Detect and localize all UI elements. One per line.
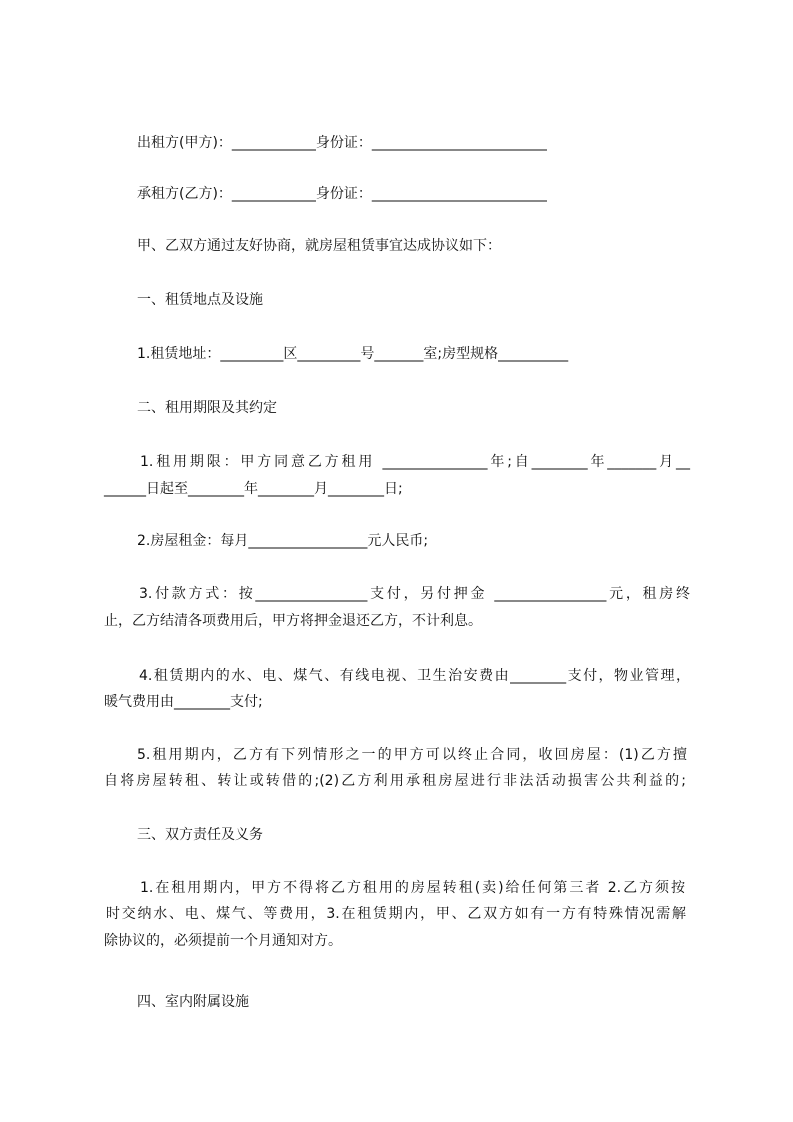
s2-item3-line1: 3.付款方式：按________________支付，另付押金 ________________元，租房终 — [139, 586, 690, 602]
s2-item4-line1: 4.租赁期内的水、电、煤气、有线电视、卫生治安费由________支付，物业管理， — [139, 668, 690, 684]
s3-item1-line1: 1.在租用期内，甲方不得将乙方租用的房屋转租(卖)给任何第三者 2.乙方须按 — [140, 880, 685, 896]
section1-heading: 一、租赁地点及设施 — [137, 292, 263, 308]
s1-item1: 1.租赁地址：_________区_________号_______室;房型规格__________ — [137, 346, 569, 362]
s2-item1-line1: 1.租用期限：甲方同意乙方租用 _______________年;自________年_______月__ — [140, 454, 690, 470]
s2-item5-line2: 自将房屋转租、转让或转借的;(2)乙方利用承租房屋进行非法活动损害公共利益的; — [104, 773, 686, 789]
section2-heading: 二、租用期限及其约定 — [137, 400, 277, 416]
s2-item5-line1: 5.租用期内，乙方有下列情形之一的甲方可以终止合同，收回房屋：(1)乙方擅 — [137, 747, 687, 763]
section4-heading: 四、室内附属设施 — [137, 994, 249, 1010]
s2-item1-line2: ______日起至________年________月________日; — [104, 481, 403, 497]
s3-item1-line3: 除协议的，必须提前一个月通知对方。 — [104, 933, 342, 949]
intro-paragraph: 甲、乙双方通过友好协商，就房屋租赁事宜达成协议如下： — [137, 238, 501, 254]
s2-item3-line2: 止，乙方结清各项费用后，甲方将押金退还乙方，不计利息。 — [104, 613, 482, 629]
s2-item4-line2: 暖气费用由________支付; — [104, 694, 263, 710]
section3-heading: 三、双方责任及义务 — [137, 827, 263, 843]
s2-item2: 2.房屋租金：每月_________________元人民币; — [137, 533, 429, 549]
lessee-line: 承租方(乙方)：____________身份证：_________________________ — [137, 186, 547, 202]
s3-item1-line2: 时交纳水、电、煤气、等费用，3.在租赁期内，甲、乙双方如有一方有特殊情况需解 — [106, 906, 686, 922]
lessor-line: 出租方(甲方)：____________身份证：_________________________ — [137, 135, 547, 151]
